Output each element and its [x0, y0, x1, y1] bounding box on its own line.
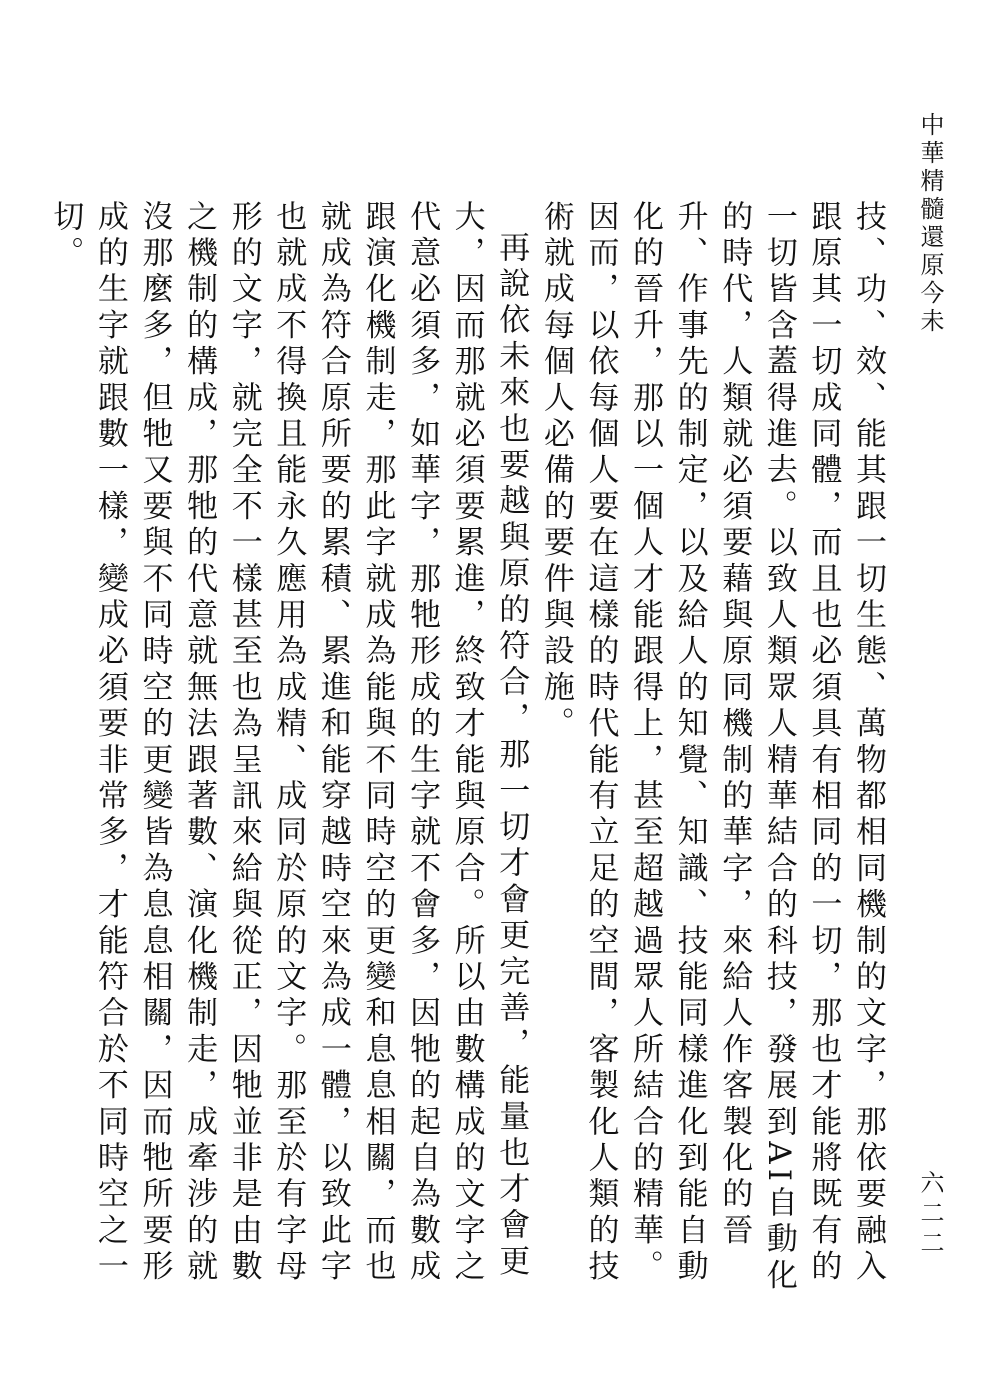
body-text — [47, 200, 890, 1300]
page-number: 六二二 — [916, 1170, 944, 1260]
paragraph: 再說依未來也要越與原的符合，那一切才會更完善，能量也才會更大，因而那就必須要累進，終致才能與原合。所以由數構成的文字之代意必須多，如華字，那牠形成的生字就不會多，因牠的起自為數成跟演化機制走，那此字就成為能與不同時空的更變和息息相關，而也就成為符合原所要的累積、累進和能穿越時空來為成一體，以致此字也就成不得換且能永久應用為成精、成同於原的文字。那至於有字母形的文字，就完全不一樣甚至也為呈訊來給與從正，因牠並非是由數之機制的構成，那牠的代意就無法跟著數、演化機制走，成牽涉的就沒那麼多，但牠又要與不同時空的更變皆為息息相關，因而牠所要形成的生字就跟數一樣，變成必須要非常多，才能符合於不同時空之一切。 — [47, 200, 530, 1286]
paragraph: 技、功、效、能其跟一切生態、萬物都相同機制的文字，那依要融入跟原其一切成同體，而且也必須具有相同的一切，那也才能將既有的一切皆含蓋得進去。以致人類眾人精華結合的科技，發展到AI自動化的時代，人類就必須要藉與原同機制的華字，來給人作客製化的晉升、作事先的制定，以及給人的知覺、知識、技能同樣進化到能自動化的晉升，那以一個人才能跟得上，甚至超越過眾人所結合的精華。因而，以依每個人要在這樣的時代能有立足的空間，客製化人類的技術就成每個人必備的要件與設施。 — [537, 200, 886, 1295]
running-title: 中華精髓還原今未 — [916, 112, 944, 336]
